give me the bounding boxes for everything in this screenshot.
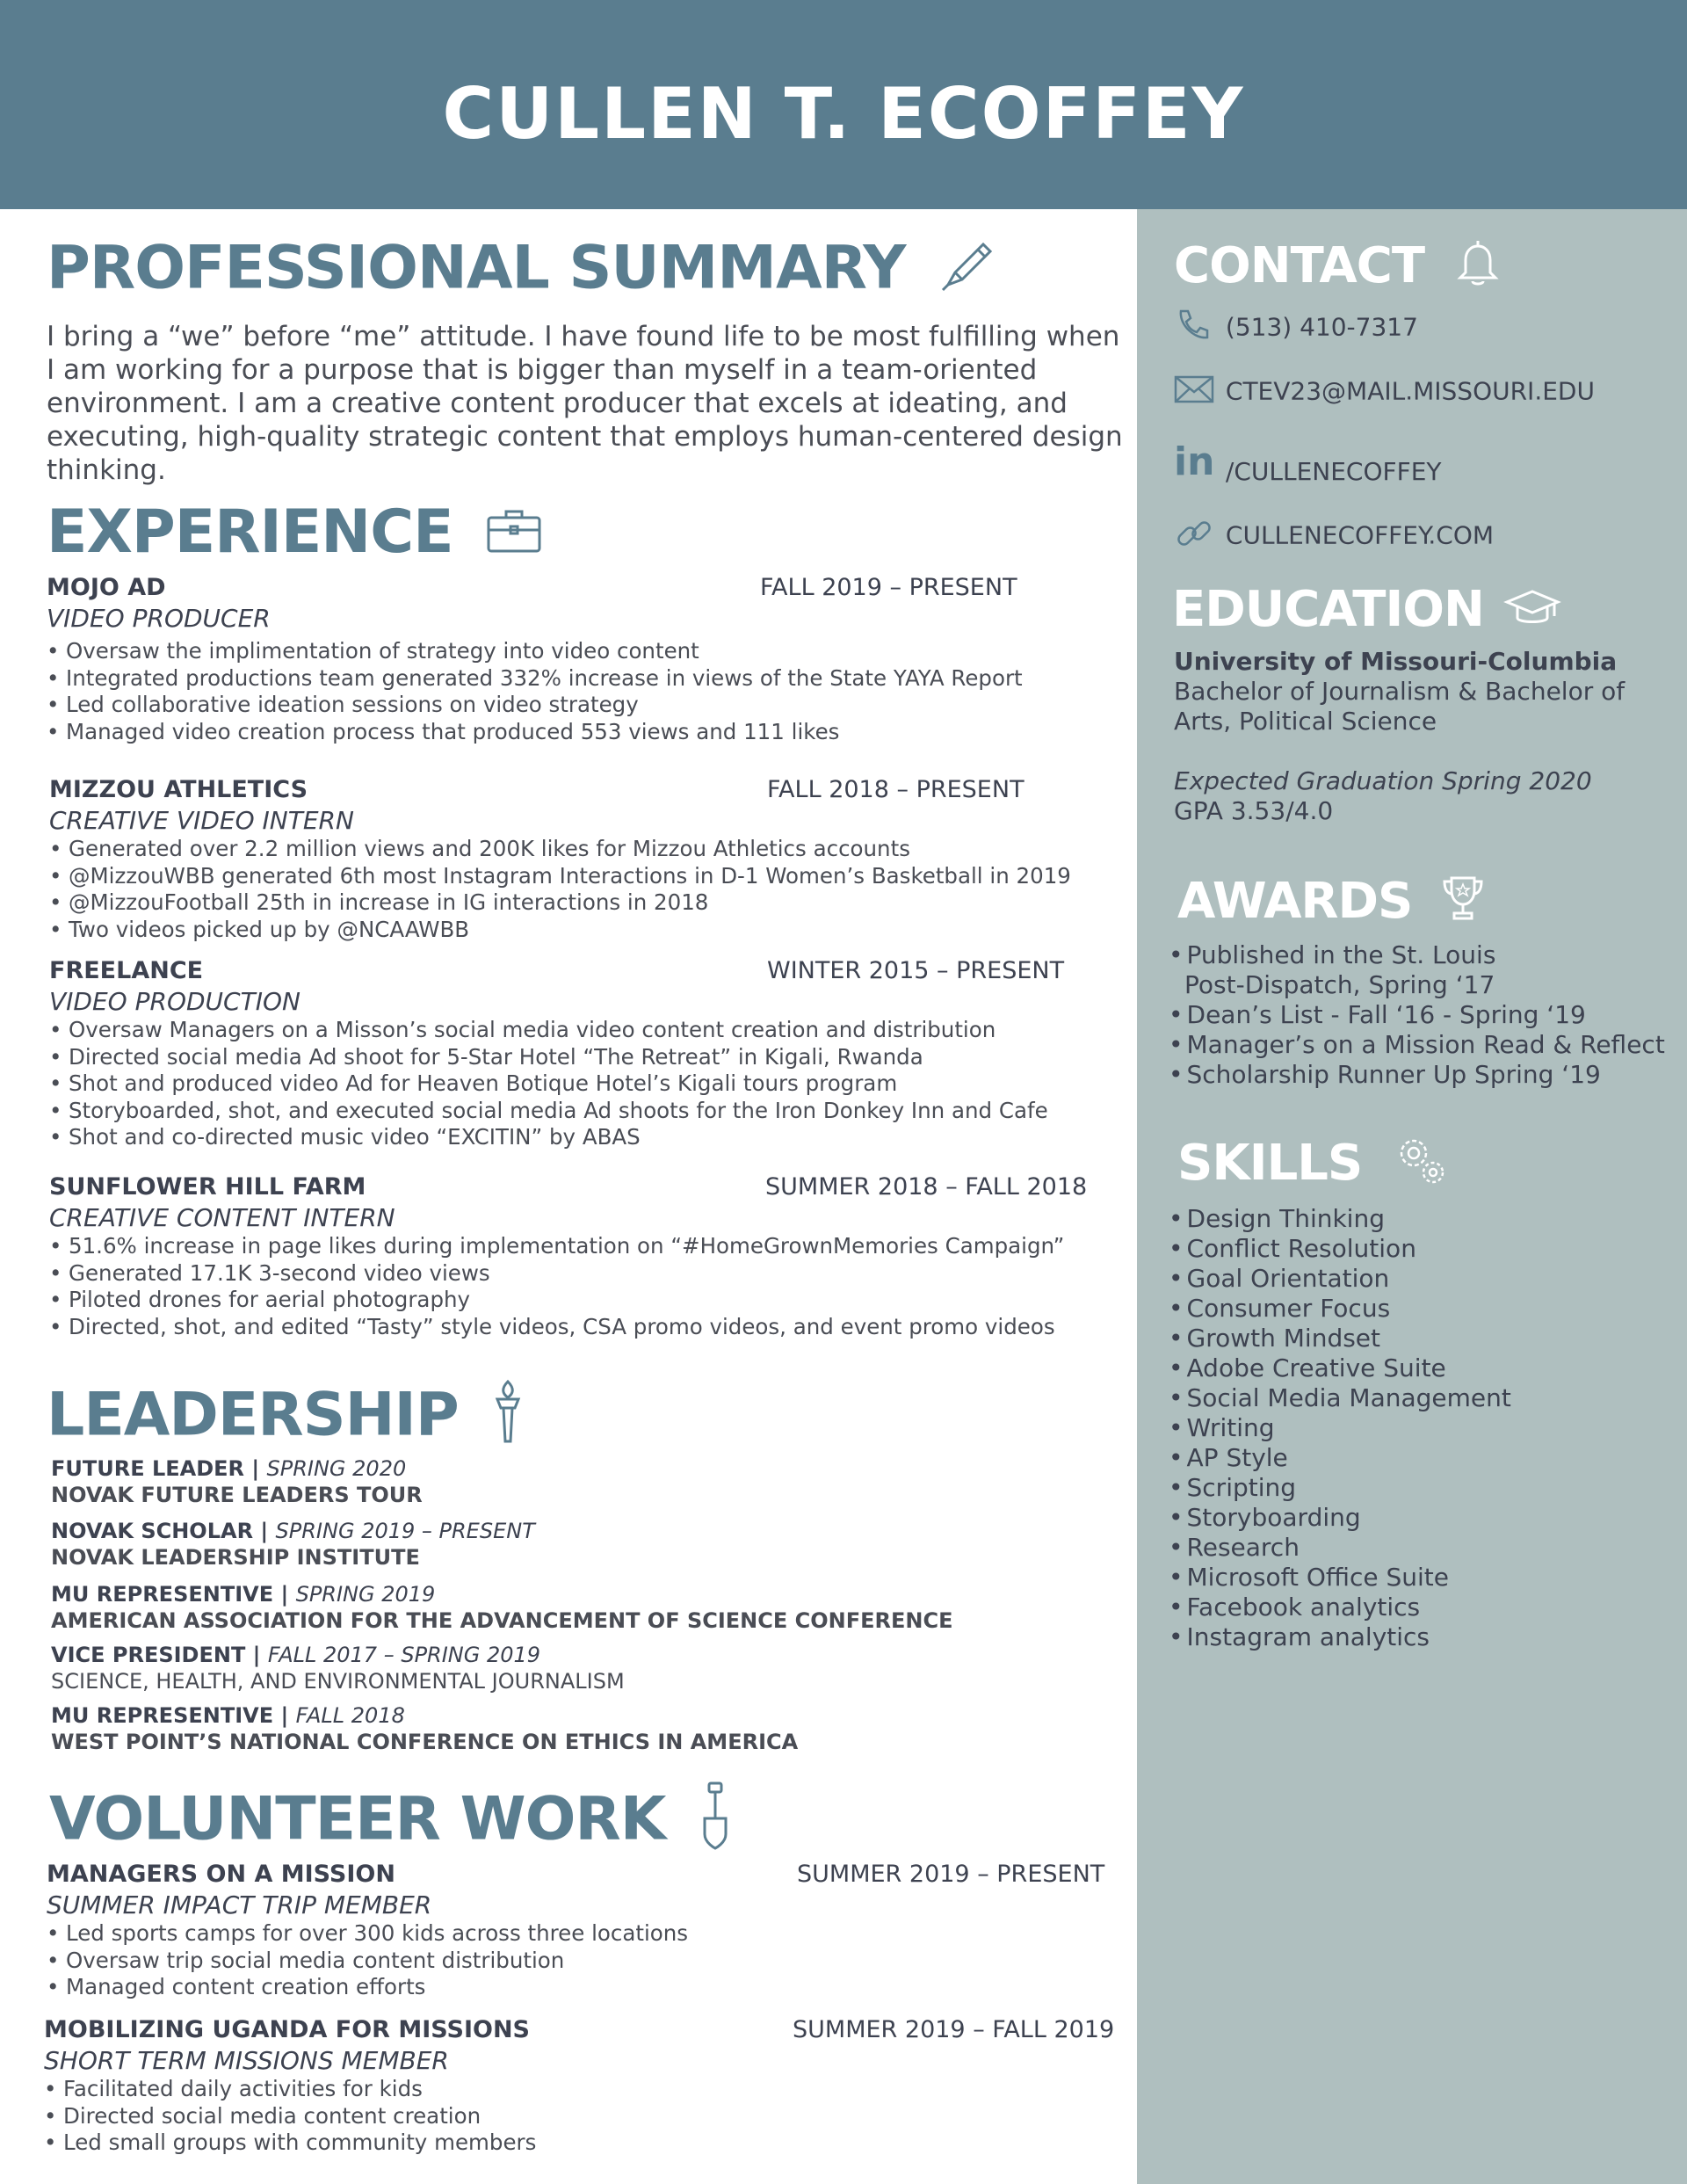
list-item: • Two videos picked up by @NCAAWBB	[49, 917, 1130, 944]
school-name: University of Missouri-Columbia	[1174, 647, 1618, 676]
list-item: Post-Dispatch, Spring ‘17	[1184, 970, 1495, 999]
leadership-org: WEST POINT’S NATIONAL CONFERENCE ON ETHICS IN AMERICA	[51, 1730, 799, 1754]
list-item: • Research	[1169, 1533, 1511, 1563]
volunteer-title: VOLUNTEER WORK	[49, 1784, 666, 1854]
graduation-date: Expected Graduation Spring 2020	[1174, 766, 1592, 795]
date-range: SUMMER 2019 – FALL 2019	[793, 2016, 1115, 2043]
list-item: • Shot and produced video Ad for Heaven Botique Hotel’s Kigali tours program	[49, 1070, 1130, 1098]
experience-entry-mizzou	[49, 775, 1130, 943]
date-range: SUMMER 2018 – FALL 2018	[765, 1173, 1088, 1201]
leadership-period: SPRING 2019 – PRESENT	[275, 1519, 535, 1543]
leadership-role: NOVAK SCHOLAR	[51, 1519, 254, 1543]
list-item: • Led small groups with community members	[44, 2130, 1125, 2157]
bullet-list	[49, 1233, 1130, 1340]
list-item: • Manager’s on a Mission Read & Reflect	[1169, 1030, 1665, 1060]
list-item: • Dean’s List - Fall ‘16 - Spring ‘19	[1169, 1000, 1665, 1030]
leadership-org: NOVAK LEADERSHIP INSTITUTE	[51, 1545, 420, 1570]
leadership-period: FALL 2017 – SPRING 2019	[267, 1643, 541, 1667]
torch-icon	[490, 1378, 525, 1459]
leadership-role: MU REPRESENTIVE	[51, 1703, 274, 1728]
list-item: • @MizzouWBB generated 6th most Instagram Interactions in D-1 Women’s Basketball in 2019	[49, 863, 1130, 890]
list-item: • Design Thinking	[1169, 1204, 1511, 1234]
experience-entry-freelance	[49, 956, 1130, 1151]
separator: |	[244, 1456, 267, 1481]
summary-heading	[47, 234, 999, 309]
briefcase-icon	[485, 502, 543, 569]
org-name: MOBILIZING UGANDA FOR MISSIONS	[44, 2016, 530, 2043]
contact-email[interactable]	[1174, 374, 1595, 410]
list-item: • Goal Orientation	[1169, 1264, 1511, 1294]
header-banner	[0, 0, 1687, 209]
list-item: • Oversaw the implimentation of strategy into video content	[47, 638, 1127, 665]
list-item: • Social Media Management	[1169, 1383, 1511, 1413]
leadership-org: SCIENCE, HEALTH, AND ENVIRONMENTAL JOURNALISM	[51, 1669, 625, 1694]
separator: |	[253, 1519, 276, 1543]
leadership-org: AMERICAN ASSOCIATION FOR THE ADVANCEMENT OF SCIENCE CONFERENCE	[51, 1608, 953, 1633]
date-range: FALL 2019 – PRESENT	[760, 574, 1017, 601]
shovel-icon	[698, 1780, 733, 1866]
bullet-list	[44, 2076, 1125, 2157]
candidate-name: CULLEN T. ECOFFEY	[442, 73, 1245, 155]
role-title: CREATIVE VIDEO INTERN	[49, 806, 354, 835]
pen-icon	[938, 234, 999, 309]
list-item: • Microsoft Office Suite	[1169, 1563, 1511, 1593]
separator: |	[273, 1582, 296, 1607]
bullet-list	[47, 638, 1127, 745]
contact-heading	[1174, 237, 1502, 301]
link-icon	[1174, 513, 1218, 560]
list-item: • Generated 17.1K 3-second video views	[49, 1260, 1130, 1288]
volunteer-entry-mission	[47, 1860, 1127, 2001]
awards-title: AWARDS	[1177, 873, 1413, 931]
leadership-entry	[51, 1518, 535, 1571]
experience-entry-sunflower	[49, 1172, 1130, 1340]
experience-heading	[47, 499, 543, 569]
list-item: • Growth Mindset	[1169, 1324, 1511, 1353]
linkedin-icon: in	[1174, 439, 1215, 484]
list-item: • 51.6% increase in page likes during implementation on “#HomeGrownMemories Campaign”	[49, 1233, 1130, 1260]
list-item: • Scripting	[1169, 1473, 1511, 1503]
leadership-period: SPRING 2020	[266, 1456, 407, 1481]
list-item: • Directed social media Ad shoot for 5-Star Hotel “The Retreat” in Kigali, Rwanda	[49, 1044, 1130, 1071]
org-name: MOJO AD	[47, 574, 166, 601]
degree: Bachelor of Journalism & Bachelor of Arts, Political Science	[1174, 677, 1625, 736]
awards-heading	[1177, 873, 1485, 936]
list-item: • @MizzouFootball 25th in increase in IG interactions in 2018	[49, 889, 1130, 917]
role-title: CREATIVE CONTENT INTERN	[49, 1203, 395, 1232]
education-details	[1174, 647, 1675, 826]
list-item: • Integrated productions team generated 332% increase in views of the State YAYA Report	[47, 665, 1127, 693]
separator: |	[245, 1643, 268, 1667]
date-range: FALL 2018 – PRESENT	[767, 776, 1025, 803]
linkedin-handle: /CULLENECOFFEY	[1225, 456, 1442, 486]
email-address: CTEV23@MAIL.MISSOURI.EDU	[1225, 376, 1595, 406]
list-item: • Oversaw Managers on a Misson’s social media video content creation and distribution	[49, 1017, 1130, 1044]
list-item: • Scholarship Runner Up Spring ‘19	[1169, 1060, 1665, 1090]
phone-number: (513) 410-7317	[1225, 312, 1418, 342]
list-item: • Storyboarded, shot, and executed social media Ad shoots for the Iron Donkey Inn and Cafe	[49, 1098, 1130, 1125]
phone-icon	[1174, 306, 1218, 351]
leadership-role: MU REPRESENTIVE	[51, 1582, 274, 1607]
volunteer-heading	[49, 1780, 733, 1866]
gears-icon	[1391, 1130, 1451, 1202]
org-name: MIZZOU ATHLETICS	[49, 776, 308, 803]
date-range: WINTER 2015 – PRESENT	[767, 957, 1065, 984]
awards-list	[1169, 940, 1665, 1090]
leadership-role: VICE PRESIDENT	[51, 1643, 246, 1667]
role-title: VIDEO PRODUCER	[47, 604, 271, 633]
list-item: • Shot and co-directed music video “EXCITIN” by ABAS	[49, 1124, 1130, 1151]
summary-text: I bring a “we” before “me” attitude. I have found life to be most fulfilling when I am working for a purpose that is bigger than myself in a team-oriented environment. I am a creative content producer that excels at ideating, and executing, high-quality strategic content that employs human-centered design thinking.	[47, 321, 1123, 486]
role-title: VIDEO PRODUCTION	[49, 987, 300, 1016]
list-item: • Managed video creation process that produced 553 views and 111 likes	[47, 719, 1127, 746]
list-item: • Storyboarding	[1169, 1503, 1511, 1533]
summary-title: PROFESSIONAL SUMMARY	[47, 233, 906, 303]
volunteer-entry-uganda	[44, 2015, 1125, 2157]
leadership-title: LEADERSHIP	[47, 1380, 459, 1450]
skills-list	[1169, 1204, 1511, 1652]
education-title: EDUCATION	[1172, 581, 1484, 638]
gpa: GPA 3.53/4.0	[1174, 796, 1334, 825]
list-item: • Instagram analytics	[1169, 1622, 1511, 1652]
separator: |	[273, 1703, 296, 1728]
leadership-period: FALL 2018	[295, 1703, 405, 1728]
list-item: • Piloted drones for aerial photography	[49, 1287, 1130, 1314]
leadership-entry	[51, 1581, 952, 1634]
org-name: FREELANCE	[49, 957, 204, 984]
contact-phone[interactable]	[1174, 306, 1418, 351]
role-title: SHORT TERM MISSIONS MEMBER	[44, 2046, 449, 2075]
list-item: • Oversaw trip social media content distribution	[47, 1948, 1127, 1975]
bullet-list	[47, 1920, 1127, 2001]
org-name: SUNFLOWER HILL FARM	[49, 1173, 366, 1201]
experience-entry-mojo	[47, 573, 1127, 745]
leadership-entry	[51, 1455, 423, 1508]
contact-linkedin[interactable]	[1174, 439, 1442, 484]
list-item: • Led sports camps for over 300 kids across three locations	[47, 1920, 1127, 1948]
bullet-list	[49, 836, 1130, 943]
bullet-list	[49, 1017, 1130, 1151]
list-item: • Directed, shot, and edited “Tasty” style videos, CSA promo videos, and event promo videos	[49, 1314, 1130, 1341]
bell-icon	[1453, 237, 1502, 301]
list-item: • Facebook analytics	[1169, 1593, 1511, 1622]
list-item: • Generated over 2.2 million views and 200K likes for Mizzou Athletics accounts	[49, 836, 1130, 863]
leadership-heading	[47, 1378, 525, 1459]
leadership-period: SPRING 2019	[295, 1582, 436, 1607]
leadership-org: NOVAK FUTURE LEADERS TOUR	[51, 1483, 423, 1507]
list-item: • Led collaborative ideation sessions on video strategy	[47, 692, 1127, 719]
list-item: • Managed content creation efforts	[47, 1974, 1127, 2001]
role-title: SUMMER IMPACT TRIP MEMBER	[47, 1890, 432, 1919]
list-item: • Adobe Creative Suite	[1169, 1353, 1511, 1383]
list-item: • Consumer Focus	[1169, 1294, 1511, 1324]
graduation-cap-icon	[1503, 584, 1561, 641]
list-item: • Published in the St. Louis	[1169, 940, 1665, 970]
education-heading	[1172, 582, 1561, 641]
list-item: • Directed social media content creation	[44, 2103, 1125, 2130]
experience-title: EXPERIENCE	[47, 497, 453, 567]
list-item: • AP Style	[1169, 1443, 1511, 1473]
contact-website[interactable]	[1174, 513, 1494, 560]
skills-heading	[1177, 1130, 1451, 1202]
leadership-entry	[51, 1702, 798, 1755]
website-url: CULLENECOFFEY.COM	[1225, 520, 1495, 550]
list-item: • Conflict Resolution	[1169, 1234, 1511, 1264]
list-item: • Writing	[1169, 1413, 1511, 1443]
skills-title: SKILLS	[1177, 1135, 1363, 1193]
list-item: • Facilitated daily activities for kids	[44, 2076, 1125, 2103]
contact-title: CONTACT	[1174, 237, 1425, 295]
date-range: SUMMER 2019 – PRESENT	[797, 1861, 1105, 1888]
leadership-role: FUTURE LEADER	[51, 1456, 245, 1481]
org-name: MANAGERS ON A MISSION	[47, 1861, 395, 1888]
leadership-entry	[51, 1642, 625, 1694]
mail-icon	[1174, 374, 1218, 410]
trophy-icon	[1441, 873, 1485, 936]
